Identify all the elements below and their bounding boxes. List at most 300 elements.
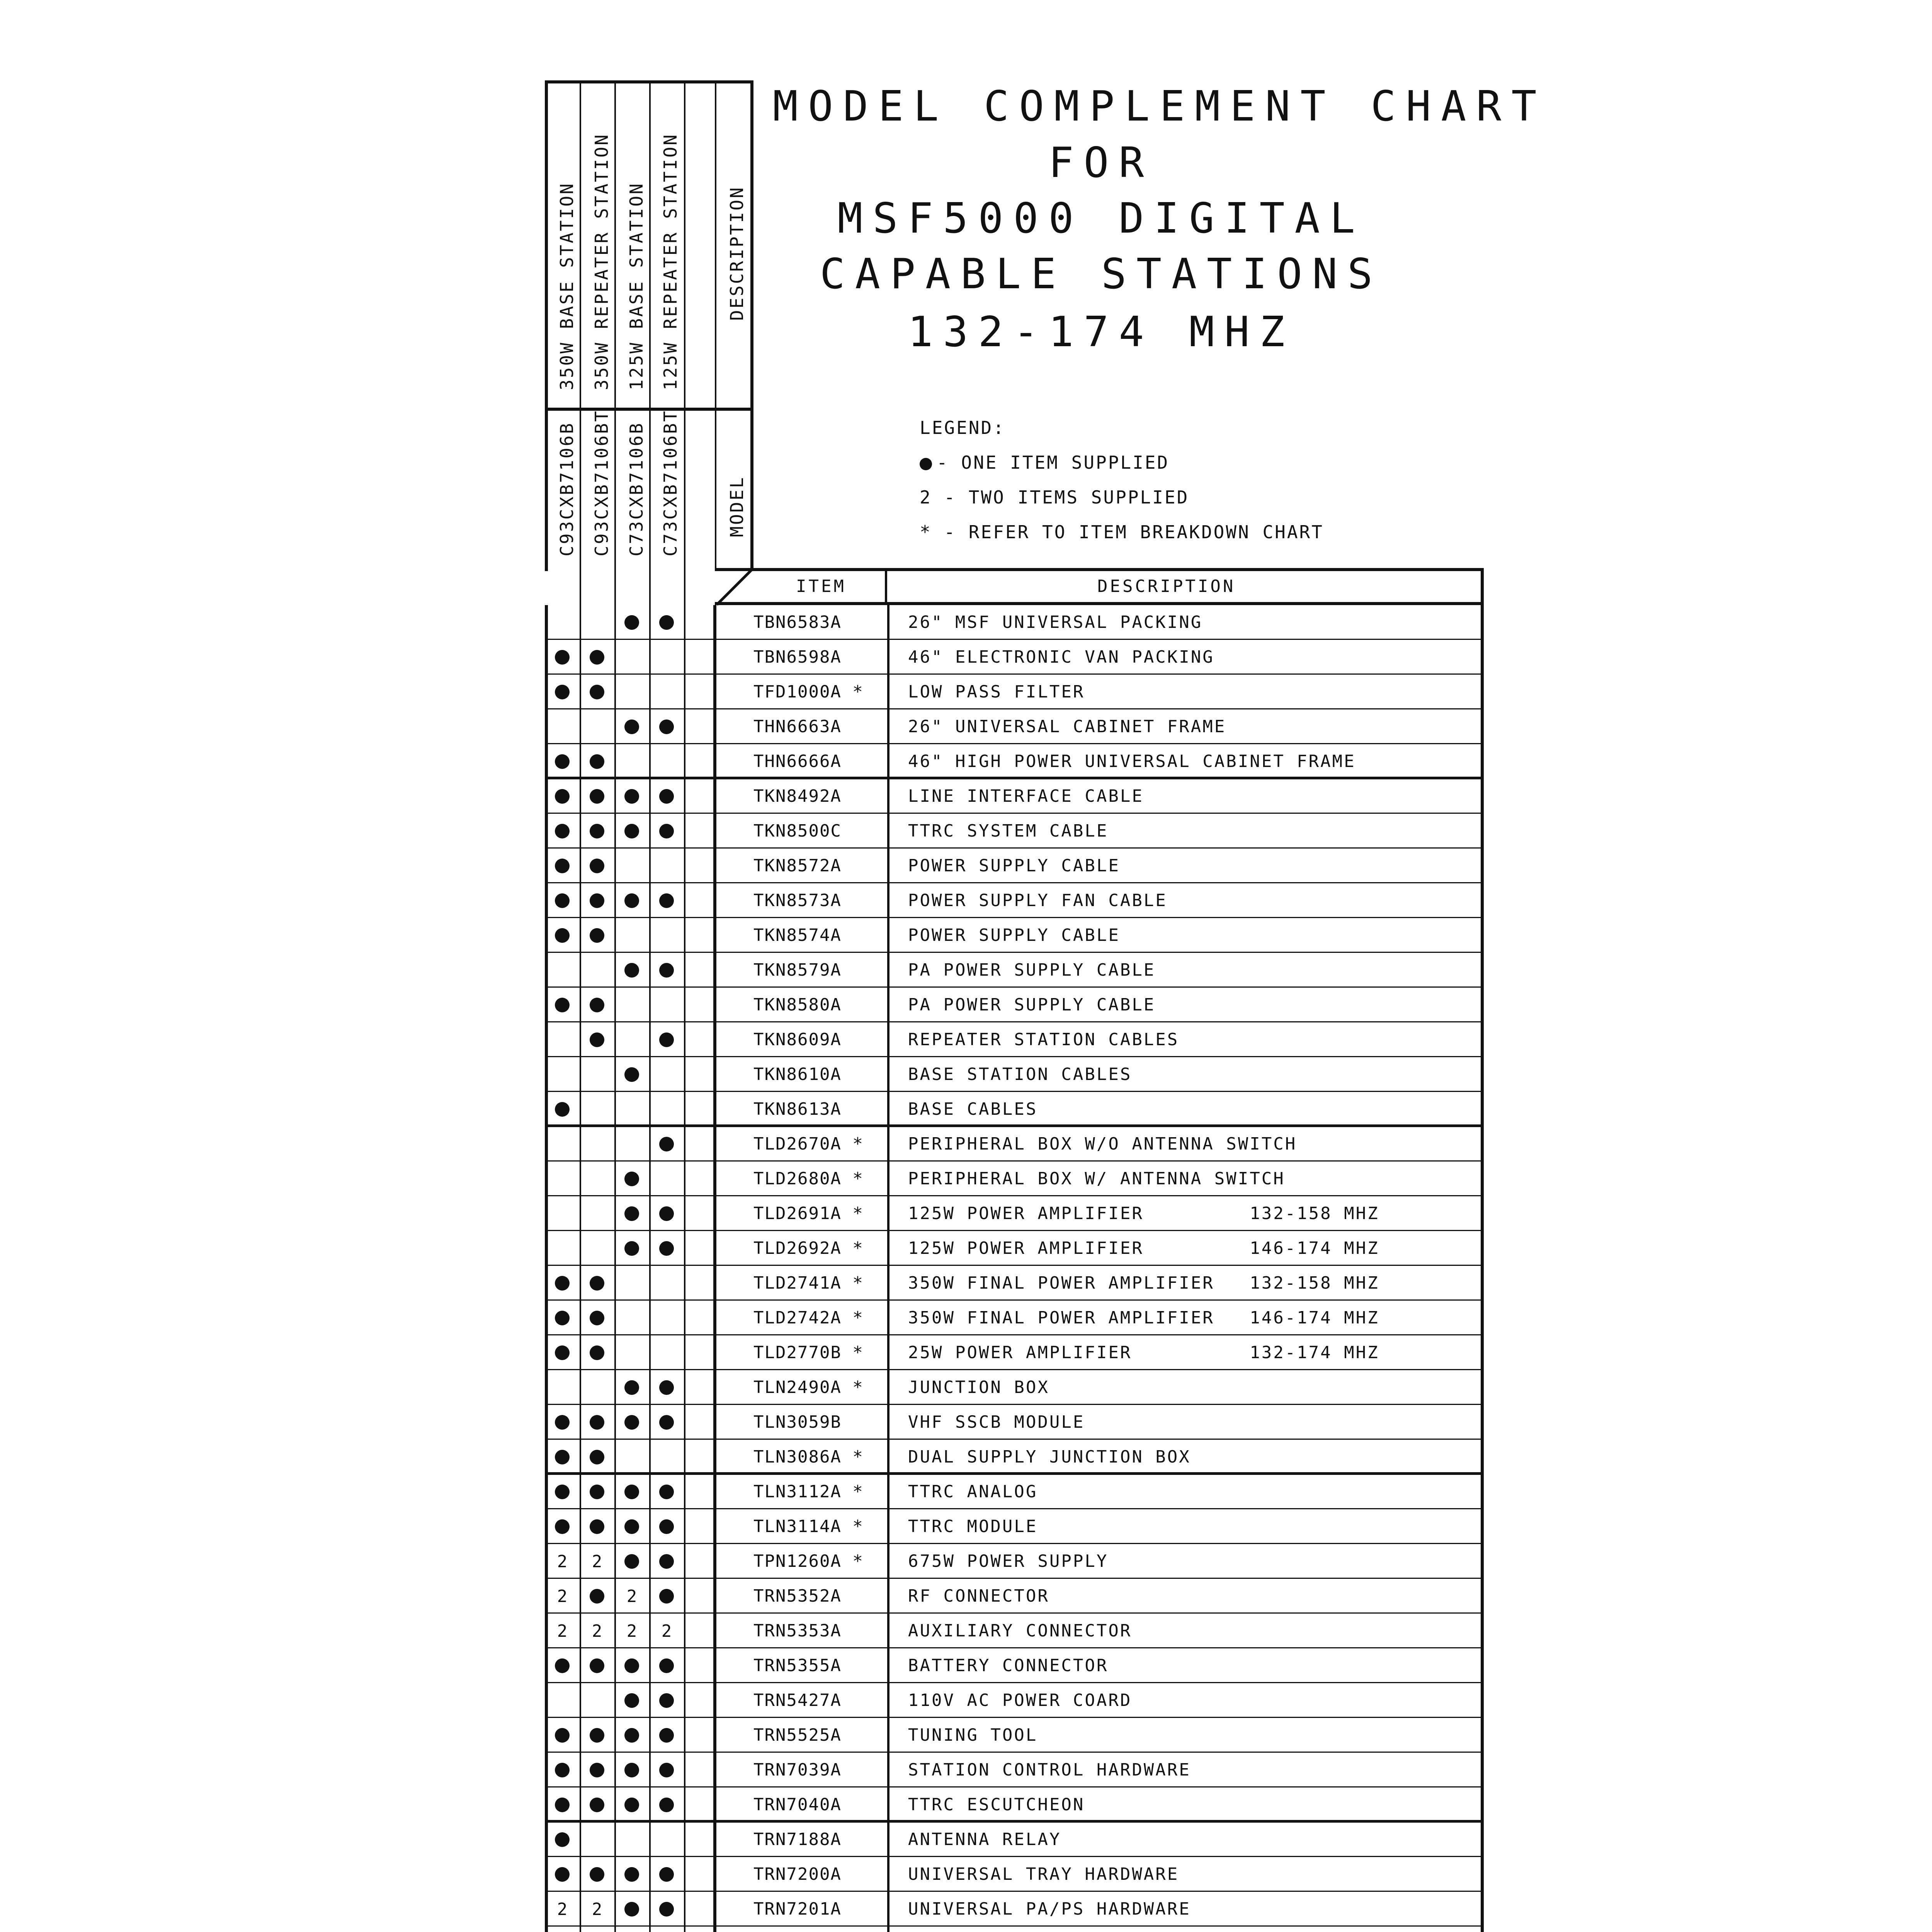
filled-dot-icon xyxy=(580,849,614,883)
item-number: TLN2490A * xyxy=(753,1378,864,1397)
filled-dot-icon xyxy=(624,1519,639,1534)
empty-mark xyxy=(614,1440,649,1475)
filled-dot-icon xyxy=(580,1301,614,1335)
filled-dot-icon xyxy=(545,1440,580,1475)
col-model-2: C93CXB7106BT xyxy=(591,409,612,556)
table-row xyxy=(545,1544,1484,1579)
filled-dot-icon xyxy=(659,1867,674,1882)
filled-dot-icon xyxy=(614,1370,649,1405)
filled-dot-icon xyxy=(649,953,684,988)
table-row xyxy=(545,814,1484,849)
filled-dot-icon xyxy=(659,1902,674,1917)
item-number: TLD2742A * xyxy=(753,1308,864,1328)
empty-mark xyxy=(545,953,580,988)
filled-dot-icon xyxy=(649,1753,684,1787)
filled-dot-icon xyxy=(624,1485,639,1499)
item-number: TLD2692A * xyxy=(753,1238,864,1258)
item-number: TBN6583A xyxy=(753,612,842,632)
item-description: TTRC SYSTEM CABLE xyxy=(908,821,1109,841)
filled-dot-icon xyxy=(614,1927,649,1932)
item-description: 110V AC POWER COARD xyxy=(908,1690,1132,1710)
filled-dot-icon xyxy=(614,1162,649,1196)
table-row xyxy=(545,1892,1484,1927)
legend-item-one: - ONE ITEM SUPPLIED xyxy=(920,452,1169,473)
empty-mark xyxy=(545,1231,580,1266)
item-number: TRN7039A xyxy=(753,1760,842,1780)
item-description: UNIVERSAL PA/PS HARDWARE xyxy=(908,1899,1191,1919)
item-description: BASE STATION CABLES xyxy=(908,1065,1132,1084)
filled-dot-icon xyxy=(555,1832,570,1847)
item-description: REPEATER STATION CABLES xyxy=(908,1030,1179,1049)
item-description: UNIVERSAL TRAY HARDWARE xyxy=(908,1864,1179,1884)
item-description: PA POWER SUPPLY CABLE xyxy=(908,960,1156,980)
empty-mark xyxy=(649,849,684,883)
filled-dot-icon xyxy=(659,824,674,838)
filled-dot-icon xyxy=(590,1763,604,1777)
filled-dot-icon xyxy=(649,1196,684,1231)
empty-mark xyxy=(580,1822,614,1857)
empty-mark xyxy=(649,1266,684,1301)
filled-dot-icon xyxy=(624,893,639,908)
table-row xyxy=(545,1648,1484,1683)
empty-mark xyxy=(649,988,684,1022)
filled-dot-icon xyxy=(659,1206,674,1221)
legend-heading: LEGEND: xyxy=(920,417,1005,438)
col-desc-4: 125W REPEATER STATION xyxy=(660,133,681,390)
item-description: ANTENNA RELAY xyxy=(908,1830,1061,1849)
item-number: TRN5352A xyxy=(753,1586,842,1606)
filled-dot-icon xyxy=(614,605,649,640)
filled-dot-icon xyxy=(580,814,614,849)
filled-dot-icon xyxy=(590,1867,604,1882)
filled-dot-icon xyxy=(580,1509,614,1544)
filled-dot-icon xyxy=(580,779,614,814)
table-row xyxy=(545,1927,1484,1932)
filled-dot-icon xyxy=(649,709,684,744)
filled-dot-icon xyxy=(590,1798,604,1812)
header-item: ITEM xyxy=(796,577,846,596)
empty-mark xyxy=(649,1092,684,1127)
empty-mark xyxy=(545,1162,580,1196)
filled-dot-icon xyxy=(545,883,580,918)
filled-dot-icon xyxy=(614,1196,649,1231)
filled-dot-icon xyxy=(555,1485,570,1499)
filled-dot-icon xyxy=(659,1728,674,1743)
empty-mark xyxy=(580,1231,614,1266)
filled-dot-icon xyxy=(624,1902,639,1917)
filled-dot-icon xyxy=(580,918,614,953)
empty-mark xyxy=(649,744,684,779)
item-number: TLD2691A * xyxy=(753,1204,864,1223)
item-number: TLD2670A * xyxy=(753,1134,864,1154)
filled-dot-icon xyxy=(614,1753,649,1787)
table-row xyxy=(545,1162,1484,1196)
item-number: TKN8500C xyxy=(753,821,842,841)
filled-dot-icon xyxy=(590,824,604,838)
item-number: TLN3114A * xyxy=(753,1517,864,1536)
filled-dot-icon xyxy=(649,1475,684,1509)
filled-dot-icon xyxy=(545,779,580,814)
item-number: THN6666A xyxy=(753,752,842,771)
table-row xyxy=(545,1753,1484,1787)
item-description: PA POWER SUPPLY CABLE xyxy=(908,995,1156,1015)
title-line-1: MODEL COMPLEMENT CHART xyxy=(773,82,1547,131)
filled-dot-icon xyxy=(545,1301,580,1335)
filled-dot-icon xyxy=(555,1763,570,1777)
quantity-mark: 2 xyxy=(592,1899,602,1919)
filled-dot-icon xyxy=(659,893,674,908)
filled-dot-icon xyxy=(545,1857,580,1892)
empty-mark xyxy=(614,849,649,883)
filled-dot-icon xyxy=(580,1753,614,1787)
filled-dot-icon xyxy=(659,1554,674,1569)
item-number: TKN8492A xyxy=(753,786,842,806)
empty-mark xyxy=(614,1301,649,1335)
filled-dot-icon xyxy=(659,1415,674,1430)
filled-dot-icon xyxy=(590,1658,604,1673)
quantity-mark: 2 xyxy=(557,1551,568,1571)
filled-dot-icon xyxy=(580,744,614,779)
table-row xyxy=(545,744,1484,779)
item-number: TRN7201A xyxy=(753,1899,842,1919)
filled-dot-icon xyxy=(649,1231,684,1266)
filled-dot-icon xyxy=(580,1022,614,1057)
item-number: TFD1000A * xyxy=(753,682,864,702)
filled-dot-icon xyxy=(555,893,570,908)
title-line-5: 132-174 MHZ xyxy=(908,308,1295,356)
filled-dot-icon xyxy=(659,1693,674,1708)
filled-dot-icon xyxy=(580,1440,614,1475)
filled-dot-icon xyxy=(649,1022,684,1057)
empty-mark xyxy=(649,1335,684,1370)
filled-dot-icon xyxy=(590,1311,604,1325)
filled-dot-icon xyxy=(624,789,639,804)
filled-dot-icon xyxy=(614,1509,649,1544)
table-row xyxy=(545,1683,1484,1718)
filled-dot-icon xyxy=(614,1648,649,1683)
filled-dot-icon xyxy=(614,883,649,918)
filled-dot-icon xyxy=(555,859,570,873)
table-row xyxy=(545,1787,1484,1822)
item-description: 26" UNIVERSAL CABINET FRAME xyxy=(908,717,1226,736)
filled-dot-icon xyxy=(624,1172,639,1186)
table-row xyxy=(545,1509,1484,1544)
filled-dot-icon xyxy=(580,1787,614,1822)
table-row xyxy=(545,1718,1484,1753)
empty-mark xyxy=(545,1127,580,1162)
filled-dot-icon xyxy=(614,953,649,988)
item-number: TRN7040A xyxy=(753,1795,842,1815)
item-description: POWER SUPPLY CABLE xyxy=(908,856,1120,876)
table-row xyxy=(545,1440,1484,1475)
filled-dot-icon xyxy=(555,1276,570,1291)
filled-dot-icon xyxy=(614,1718,649,1753)
filled-dot-icon xyxy=(649,814,684,849)
filled-dot-icon xyxy=(624,1658,639,1673)
filled-dot-icon xyxy=(545,1266,580,1301)
item-description: 125W POWER AMPLIFIER 146-174 MHZ xyxy=(908,1238,1379,1258)
item-description: 350W FINAL POWER AMPLIFIER 146-174 MHZ xyxy=(908,1308,1379,1328)
filled-dot-icon xyxy=(555,1450,570,1464)
empty-mark xyxy=(580,1683,614,1718)
filled-dot-icon xyxy=(555,1102,570,1117)
item-description: TTRC ESCUTCHEON xyxy=(908,1795,1085,1815)
filled-dot-icon xyxy=(580,1475,614,1509)
filled-dot-icon xyxy=(555,928,570,943)
quantity-mark: 2 xyxy=(661,1621,672,1641)
filled-dot-icon xyxy=(624,824,639,838)
table-row xyxy=(545,709,1484,744)
quantity-mark: 2 xyxy=(592,1621,602,1641)
item-number: TKN8574A xyxy=(753,925,842,945)
empty-mark xyxy=(649,1822,684,1857)
item-description: TTRC MODULE xyxy=(908,1517,1038,1536)
filled-dot-icon xyxy=(649,1787,684,1822)
col-desc-3: 125W BASE STATION xyxy=(626,182,647,390)
empty-mark xyxy=(614,744,649,779)
filled-dot-icon xyxy=(624,615,639,630)
item-description: BATTERY CONNECTOR xyxy=(908,1656,1109,1675)
filled-dot-icon xyxy=(614,1787,649,1822)
table-row xyxy=(545,605,1484,640)
empty-mark xyxy=(580,953,614,988)
item-number: TKN8609A xyxy=(753,1030,842,1049)
item-description: RF CONNECTOR xyxy=(908,1586,1049,1606)
filled-dot-icon xyxy=(580,883,614,918)
filled-dot-icon xyxy=(659,1589,674,1604)
filled-dot-icon xyxy=(649,1927,684,1932)
filled-dot-icon xyxy=(590,859,604,873)
filled-dot-icon xyxy=(555,789,570,804)
quantity-mark: 2 xyxy=(626,1586,637,1606)
empty-mark xyxy=(545,1022,580,1057)
empty-mark xyxy=(614,675,649,709)
filled-dot-icon xyxy=(624,1380,639,1395)
filled-dot-icon xyxy=(624,1763,639,1777)
empty-mark xyxy=(545,1683,580,1718)
filled-dot-icon xyxy=(555,1798,570,1812)
filled-dot-icon xyxy=(555,1345,570,1360)
table-row xyxy=(545,1614,1484,1648)
item-number: TRN5355A xyxy=(753,1656,842,1675)
filled-dot-icon xyxy=(545,1753,580,1787)
item-number: TKN8613A xyxy=(753,1099,842,1119)
item-description: 46" HIGH POWER UNIVERSAL CABINET FRAME xyxy=(908,752,1356,771)
item-number: TLN3086A * xyxy=(753,1447,864,1467)
table-row xyxy=(545,918,1484,953)
filled-dot-icon xyxy=(545,1335,580,1370)
item-number: TLD2680A * xyxy=(753,1169,864,1189)
quantity-mark: 2 xyxy=(557,1899,568,1919)
filled-dot-icon xyxy=(580,675,614,709)
empty-mark xyxy=(614,918,649,953)
filled-dot-icon xyxy=(624,1554,639,1569)
col-model-1: C93CXB7106B xyxy=(556,422,577,556)
filled-dot-icon xyxy=(649,1892,684,1927)
table-header-row xyxy=(715,568,1484,605)
filled-dot-icon xyxy=(659,1658,674,1673)
filled-dot-icon xyxy=(580,1857,614,1892)
filled-dot-icon xyxy=(545,1822,580,1857)
item-number: TRN7200A xyxy=(753,1864,842,1884)
filled-dot-icon xyxy=(659,1137,674,1151)
filled-dot-icon xyxy=(649,1579,684,1614)
filled-dot-icon xyxy=(614,1857,649,1892)
filled-dot-icon xyxy=(624,1415,639,1430)
filled-dot-icon xyxy=(545,1509,580,1544)
filled-dot-icon xyxy=(614,1231,649,1266)
filled-dot-icon xyxy=(590,1450,604,1464)
filled-dot-icon xyxy=(545,918,580,953)
filled-dot-icon xyxy=(580,640,614,675)
item-number: TKN8573A xyxy=(753,891,842,910)
empty-mark xyxy=(545,1370,580,1405)
filled-dot-icon xyxy=(555,1519,570,1534)
filled-dot-icon xyxy=(659,789,674,804)
item-description: LOW PASS FILTER xyxy=(908,682,1085,702)
filled-dot-icon xyxy=(590,893,604,908)
table-row xyxy=(545,675,1484,709)
filled-dot-icon xyxy=(590,1728,604,1743)
filled-dot-icon xyxy=(649,1648,684,1683)
empty-mark xyxy=(649,1301,684,1335)
filled-dot-icon xyxy=(590,650,604,665)
filled-dot-icon xyxy=(555,1867,570,1882)
filled-dot-icon xyxy=(614,1475,649,1509)
empty-mark xyxy=(614,640,649,675)
filled-dot-icon xyxy=(580,1579,614,1614)
filled-dot-icon xyxy=(659,1241,674,1256)
item-description: TUNING TOOL xyxy=(908,1725,1038,1745)
col-desc-label: DESCRIPTION xyxy=(726,186,747,321)
filled-dot-icon xyxy=(659,1763,674,1777)
filled-dot-icon xyxy=(555,1311,570,1325)
table-row xyxy=(545,1196,1484,1231)
filled-dot-icon xyxy=(555,1658,570,1673)
filled-dot-icon xyxy=(545,849,580,883)
filled-dot-icon xyxy=(614,1405,649,1440)
filled-dot-icon xyxy=(580,1648,614,1683)
item-description: AUXILIARY CONNECTOR xyxy=(908,1621,1132,1641)
filled-dot-icon xyxy=(624,1728,639,1743)
quantity-mark: 2 xyxy=(557,1621,568,1641)
table-row xyxy=(545,988,1484,1022)
table-row xyxy=(545,1822,1484,1857)
item-description: 675W POWER SUPPLY xyxy=(908,1551,1109,1571)
filled-dot-icon xyxy=(624,1693,639,1708)
item-description: DUAL SUPPLY JUNCTION BOX xyxy=(908,1447,1191,1467)
filled-dot-icon xyxy=(545,640,580,675)
filled-dot-icon xyxy=(545,1927,580,1932)
filled-dot-icon xyxy=(590,1032,604,1047)
empty-mark xyxy=(614,988,649,1022)
filled-dot-icon xyxy=(590,789,604,804)
empty-mark xyxy=(649,918,684,953)
empty-mark xyxy=(580,1196,614,1231)
filled-dot-icon xyxy=(659,963,674,978)
filled-dot-icon xyxy=(590,1589,604,1604)
table-row xyxy=(545,849,1484,883)
filled-dot-icon xyxy=(649,1127,684,1162)
table-row xyxy=(545,640,1484,675)
filled-dot-icon xyxy=(659,1380,674,1395)
filled-dot-icon xyxy=(649,1683,684,1718)
filled-dot-icon xyxy=(590,998,604,1012)
empty-mark xyxy=(649,640,684,675)
filled-dot-icon xyxy=(580,1266,614,1301)
filled-dot-icon xyxy=(624,963,639,978)
filled-dot-icon xyxy=(649,883,684,918)
filled-dot-icon xyxy=(580,1335,614,1370)
filled-dot-icon xyxy=(545,1787,580,1822)
filled-dot-icon xyxy=(649,1718,684,1753)
filled-dot-icon xyxy=(614,1683,649,1718)
table-row xyxy=(545,1405,1484,1440)
item-description: PERIPHERAL BOX W/ ANTENNA SWITCH xyxy=(908,1169,1285,1189)
item-number: TLD2741A * xyxy=(753,1273,864,1293)
filled-dot-icon xyxy=(659,719,674,734)
item-number: TBN6598A xyxy=(753,647,842,667)
filled-dot-icon xyxy=(545,744,580,779)
empty-mark xyxy=(649,675,684,709)
filled-dot-icon xyxy=(649,1370,684,1405)
col-model-3: C73CXB7106B xyxy=(626,422,647,556)
item-number: TRN5427A xyxy=(753,1690,842,1710)
filled-dot-icon xyxy=(545,814,580,849)
empty-mark xyxy=(580,1057,614,1092)
filled-dot-icon xyxy=(580,1927,614,1932)
filled-dot-icon xyxy=(614,814,649,849)
filled-dot-icon xyxy=(545,1092,580,1127)
filled-dot-icon xyxy=(545,1475,580,1509)
filled-dot-icon xyxy=(624,719,639,734)
item-number xyxy=(738,1927,891,1932)
filled-dot-icon xyxy=(545,1718,580,1753)
col-model-label: MODEL xyxy=(726,476,747,537)
filled-dot-icon xyxy=(624,1206,639,1221)
item-number: TKN8610A xyxy=(753,1065,842,1084)
item-description: 125W POWER AMPLIFIER 132-158 MHZ xyxy=(908,1204,1379,1223)
item-number: THN6663A xyxy=(753,717,842,736)
legend-item-asterisk: * - REFER TO ITEM BREAKDOWN CHART xyxy=(920,522,1324,543)
title-line-2: FOR xyxy=(1048,139,1154,187)
table-row xyxy=(545,1022,1484,1057)
table-row xyxy=(545,1475,1484,1509)
item-description: 26" MSF UNIVERSAL PACKING xyxy=(908,612,1203,632)
item-description: VHF SSCB MODULE xyxy=(908,1412,1085,1432)
filled-dot-icon xyxy=(624,1867,639,1882)
empty-mark xyxy=(614,1092,649,1127)
filled-dot-icon xyxy=(555,1415,570,1430)
filled-dot-icon xyxy=(555,650,570,665)
empty-mark xyxy=(580,1127,614,1162)
filled-dot-icon xyxy=(614,1057,649,1092)
filled-dot-icon xyxy=(545,988,580,1022)
empty-mark xyxy=(545,1057,580,1092)
col-desc-2: 350W REPEATER STATION xyxy=(591,133,612,390)
table-row xyxy=(545,1370,1484,1405)
item-description: JUNCTION BOX xyxy=(908,1378,1049,1397)
item-number: TRN5525A xyxy=(753,1725,842,1745)
item-description xyxy=(889,1927,1484,1932)
filled-dot-icon xyxy=(555,1728,570,1743)
table-row xyxy=(545,1231,1484,1266)
col-desc-1: 350W BASE STATION xyxy=(556,182,577,390)
filled-dot-icon xyxy=(649,605,684,640)
empty-mark xyxy=(614,1822,649,1857)
filled-dot-icon xyxy=(659,615,674,630)
item-number: TKN8579A xyxy=(753,960,842,980)
